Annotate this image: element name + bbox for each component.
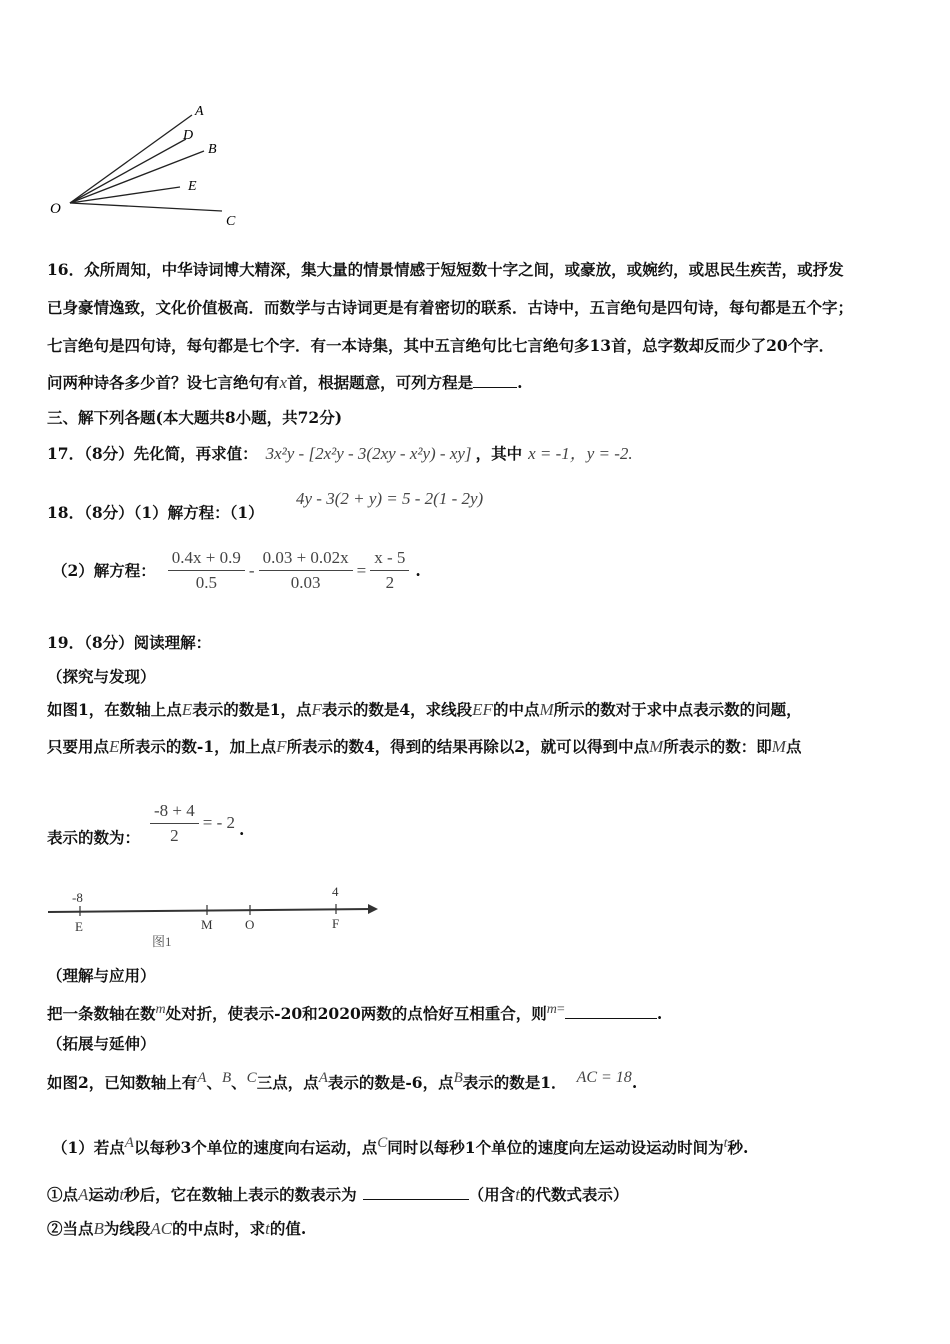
q19-apply-a: 把一条数轴在数 [47,1004,156,1024]
q19-c1-b: 运动 [88,1185,120,1204]
q19-c2-AC: AC [150,1219,173,1238]
q18-eq1: 4y - 3(2 + y) = 5 - 2(1 - 2y) [296,489,484,508]
number-line-axis [48,909,372,912]
ray-OD [70,139,186,203]
number-line-arrow [368,904,378,914]
q19-c1-a: ①点 [47,1185,79,1204]
q19-ext-sep2: 、 [231,1073,247,1093]
label-E: E [188,179,197,194]
q17-cond-label: ，其中 [475,444,523,463]
label-O: O [50,201,61,217]
q18-label: 18．（8分）（1）解方程：（1） [47,503,264,522]
point-label-M: M [201,917,213,932]
q19-sub1-C: C [377,1135,388,1151]
q16-var-x: x [279,373,288,392]
figure1-caption: 图1 [152,934,172,949]
q16-line2: 已身豪情逸致，文化价值极高．而数学与古诗词更是有着密切的联系．古诗中，五言绝句是四句诗，每句都是五个字； [47,298,854,317]
q19-p2-a: 只要用点 [47,737,110,756]
label-A: A [195,104,204,119]
q19-ext-A2: A [318,1070,328,1086]
q19-apply-m: m [155,1002,166,1017]
q19-c2-a: ②当点 [47,1219,94,1238]
q19-c2-line [47,1219,306,1239]
q19-c1-blank[interactable] [363,1199,469,1200]
q19-ext-C: C [246,1070,257,1086]
q19-apply-m2: m [546,1002,557,1017]
q19-sub1-b: 以每秒3个单位的速度向右运动，点 [133,1138,378,1158]
value-4: 4 [332,884,339,899]
q19-c2-c: 的中点时，求 [172,1219,266,1238]
point-label-E: E [75,919,83,934]
q18-equals: = [356,560,367,580]
q19-p3-label: 表示的数为： [47,828,141,847]
q16-line4 [47,373,522,393]
q19-p2-F: F [276,737,287,756]
q19-p2-E: E [109,737,120,756]
q19-c1-line [47,1185,628,1205]
q17-condition: x = -1，y = -2. [528,444,633,463]
q19-p2-e: 点 [785,737,802,756]
q18-frac2-num: 0.03 + 0.02x [259,548,353,571]
q19-apply-eq: = [556,1002,565,1017]
q16-end: . [517,373,523,392]
q19-ext-sep1: 、 [206,1073,222,1093]
q18-frac2 [259,548,353,593]
q19-ext-c: 表示的数是-6，点 [327,1073,454,1093]
q19-extend-line [47,1068,637,1093]
q18-minus: - [248,560,255,580]
q19-p3-frac [150,801,199,846]
q16-answer-blank[interactable] [473,387,517,388]
q19-apply-b: 处对折，使表示-20和2020两数的点恰好互相重合，则 [165,1004,547,1024]
point-label-F: F [332,916,340,931]
q19-p1-b: 表示的数是1，点 [192,700,312,719]
q19-p2 [47,737,801,757]
q19-ext-end: . [631,1073,638,1093]
q19-p1-e: 所示的数对于求中点表示数的问题， [553,700,802,719]
value-minus8: -8 [72,890,83,905]
q19-sub1-t: t [723,1136,728,1151]
q19-c2-B: B [93,1219,104,1238]
q19-p3-end: . [239,820,245,839]
q19-p2-b: 所表示的数-1，加上点 [119,737,277,756]
q19-c1-c: 秒后，它在数轴上表示的数表示为 [124,1185,357,1204]
q19-p1-M: M [539,700,554,719]
q19-explore-heading: （探究与发现） [47,667,156,686]
ray-OC [70,203,222,211]
q19-ext-a: 如图2，已知数轴上有 [47,1073,198,1093]
q18-part2-row [52,548,421,593]
q18-frac3-den: 2 [385,573,395,592]
q16-line1: 16．众所周知，中华诗词博大精深，集大量的情景情感于短短数十字之间，或豪放，或婉约，或思民生疾苦，或抒发 [47,260,844,279]
q19-ext-A: A [197,1070,207,1086]
q18-frac1-den: 0.5 [195,573,217,592]
q19-p3-num: -8 + 4 [150,801,199,824]
q19-p1-d: 的中点 [492,700,540,719]
q18-part2-label: （2）解方程： [52,560,156,580]
q17-label: 17．（8分）先化简，再求值： [47,444,258,463]
q18-frac3-num: x - 5 [370,548,409,571]
q19-p2-c: 所表示的数4，得到的结果再除以2，就可以得到中点 [286,737,650,756]
q19-p3 [47,798,244,848]
q19-p2-M: M [649,737,664,756]
q19-sub1-c: 同时以每秒1个单位的速度向左运动设运动时间为 [387,1138,724,1158]
number-line-figure1 [40,878,390,953]
q16-line4-text: 问两种诗各多少首？设七言绝句有 [47,373,280,392]
q18-frac1 [168,548,245,593]
q19-p2-d: 所表示的数：即 [663,737,772,756]
ray-OB [70,151,204,203]
q19-c2-b: 为线段 [103,1219,151,1238]
q19-c1-e: 的代数式表示） [519,1185,629,1204]
q19-sub1-d: 秒. [727,1138,749,1158]
q19-ext-B2: B [453,1070,463,1086]
q19-apply-end: . [656,1004,663,1024]
section3-title: 三、解下列各题(本大题共8小题，共72分) [47,408,343,427]
q19-p1-F: F [311,700,322,719]
q19-apply-heading: （理解与应用） [47,966,156,985]
angle-figure [40,95,260,240]
q19-sub1-A: A [124,1135,134,1151]
ray-OE [70,187,180,203]
q19-p2-M2: M [771,737,786,756]
q19-p3-den: 2 [170,825,179,845]
q19-label: 19．（8分）阅读理解： [47,633,212,652]
q16-line4b-text: 首，根据题意，可列方程是 [287,373,474,392]
q19-apply-line [47,1000,662,1024]
q19-ext-b: 三点，点 [256,1073,319,1093]
q19-p1-E: E [181,700,193,719]
q19-sub1-line [52,1133,748,1158]
q19-ext-AC: AC = 18 [576,1069,632,1086]
label-C: C [226,214,236,229]
ray-OA [70,115,192,203]
q19-ext-d: 表示的数是1． [462,1073,567,1093]
q19-p3-result: = - 2 [202,813,236,832]
q19-c1-d: （用含 [468,1185,516,1204]
q19-extend-heading: （拓展与延伸） [47,1034,156,1053]
label-B: B [208,142,217,157]
q19-sub1-a: （1）若点 [52,1138,125,1158]
q19-p1-EF: EF [472,700,493,719]
q17-expression: 3x²y - [2x²y - 3(2xy - x²y) - xy] [265,444,472,463]
q19-c1-t: t [119,1185,125,1204]
q19-apply-blank[interactable] [565,1018,657,1019]
q19-c1-A: A [78,1185,89,1204]
q18-end: . [415,560,421,580]
q19-c2-d: 的值. [269,1219,307,1238]
q19-ext-B: B [221,1070,232,1086]
q18-frac2-den: 0.03 [290,573,321,592]
q18-frac3 [370,548,409,593]
q19-p1-a: 如图1，在数轴上点 [47,700,182,719]
q19-p1 [47,700,802,720]
q17-row [47,440,633,468]
q19-c1-t2: t [515,1185,520,1204]
point-label-O: O [245,917,255,932]
q19-p1-c: 表示的数是4，求线段 [321,700,473,719]
label-D: D [183,128,194,143]
q18-frac1-num: 0.4x + 0.9 [168,548,245,571]
q19-c2-t: t [265,1219,270,1238]
q16-line3: 七言绝句是四句诗，每句都是七个字．有一本诗集，其中五言绝句比七言绝句多13首，总字数却反而少了20个字． [47,336,835,355]
